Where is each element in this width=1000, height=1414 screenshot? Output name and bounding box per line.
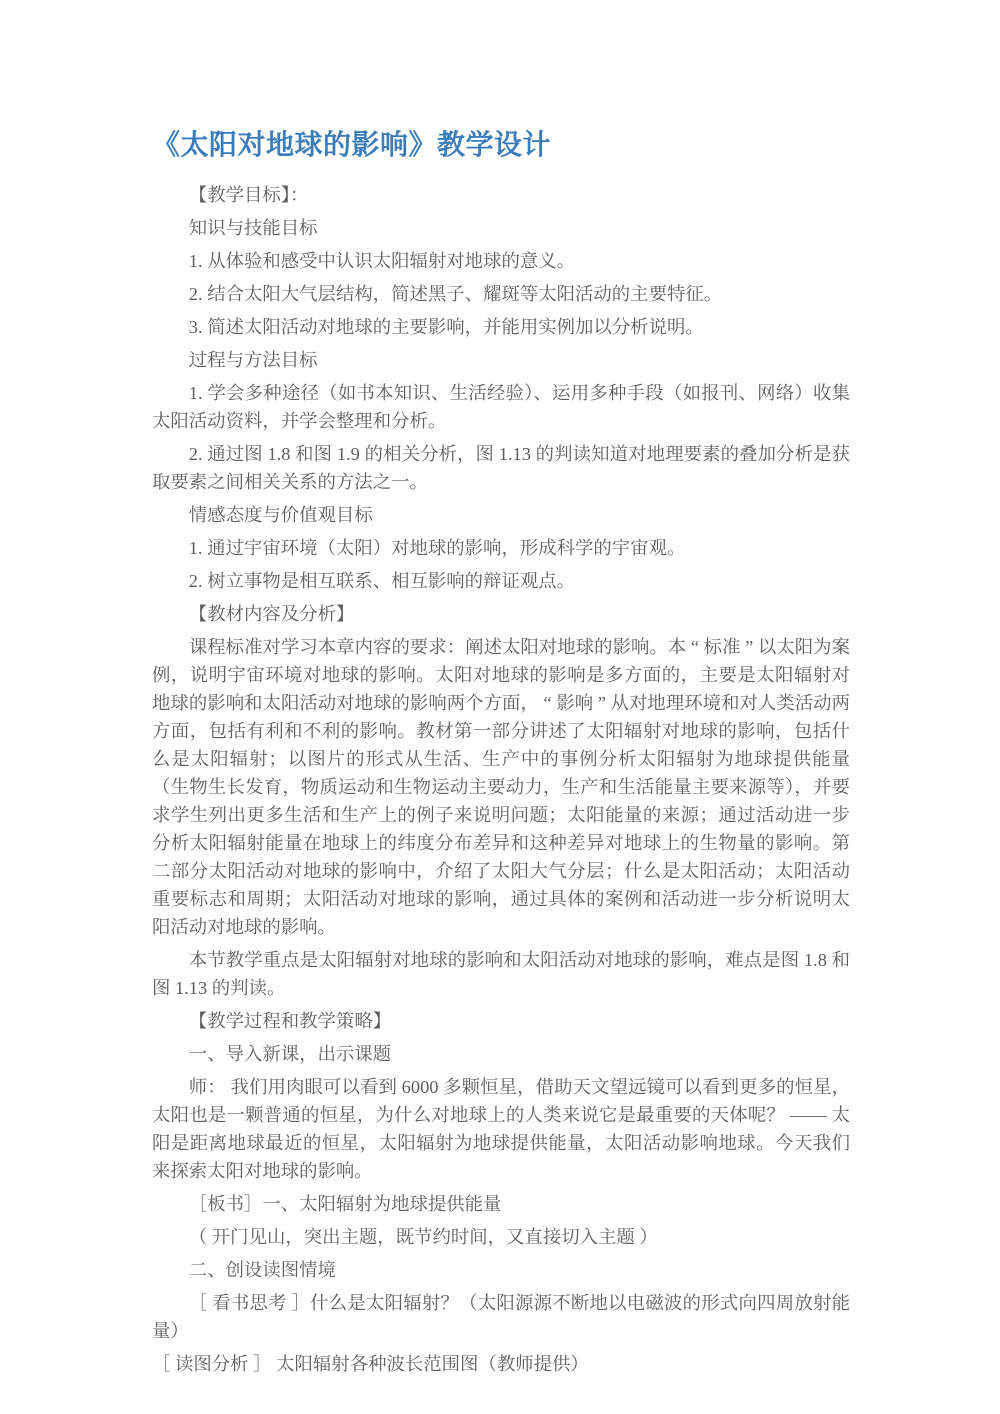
para-section-one-heading: 一、导入新课，出示课题: [188, 1044, 392, 1064]
para-board-writing: ［板书］一、太阳辐射为地球提供能量: [188, 1194, 502, 1214]
para-knowledge-skills-item-1: 1. 从体验和感受中认识太阳辐射对地球的意义。: [188, 251, 576, 271]
document-body: [152, 181, 850, 1378]
para-knowledge-skills-item-3: 3. 简述太阳活动对地球的主要影响，并能用实例加以分析说明。: [188, 317, 704, 337]
para-process-method-item-1: 1. 学会多种途径（如书本知识、生活经验）、运用多种手段（如报刊、网络）收集太阳活动资料，并学会整理和分析。: [152, 383, 850, 431]
para-design-note: （ 开门见山，突出主题，既节约时间，又直接切入主题 ）: [188, 1227, 658, 1247]
para-knowledge-skills-goal-heading: 知识与技能目标: [188, 218, 318, 238]
para-material-analysis-label: 【教材内容及分析】: [188, 604, 355, 624]
para-affect-values-item-1: 1. 通过宇宙环境（太阳）对地球的影响，形成科学的宇宙观。: [188, 538, 686, 558]
para-knowledge-skills-item-2: 2. 结合太阳大气层结构，简述黑子、耀斑等太阳活动的主要特征。: [188, 284, 723, 304]
para-curriculum-standard-analysis: 课程标准对学习本章内容的要求：阐述太阳对地球的影响。本 “ 标准 ” 以太阳为案例，说明宇宙环境对地球的影响。太阳对地球的影响是多方面的，主要是太阳辐射对地球的影响和太阳活动对地球的影响两个方面， “ 影响 ” 从对地理环境和对人类活动两方面，包括有利和不利的影响。教材第一部分讲述了太阳辐射对地球的影响，包括什么是太阳辐射；以图片的形式从生活、生产中的事例分析太阳辐射为地球提供能量（生物生长发育，物质运动和生物运动主要动力，生产和生活能量主要来源等），并要求学生列出更多生活和生产上的例子来说明问题；太阳能量的来源；通过活动进一步分析太阳辐射能量在地球上的纬度分布差异和这种差异对地球上的生物量的影响。第二部分太阳活动对地球的影响中，介绍了太阳大气分层；什么是太阳活动；太阳活动重要标志和周期；太阳活动对地球的影响，通过具体的案例和活动进一步分析说明太阳活动对地球的影响。: [152, 637, 850, 937]
para-teacher-speech: 师： 我们用肉眼可以看到 6000 多颗恒星，借助天文望远镜可以看到更多的恒星，太阳也是一颗普通的恒星，为什么对地球上的人类来说它是最重要的天体呢？ —— 太阳是距离地球最近的恒星，太阳辐射为地球提供能量，太阳活动影响地球。今天我们来探索太阳对地球的影响。: [152, 1077, 850, 1181]
para-process-method-goal-heading: 过程与方法目标: [188, 350, 318, 370]
para-reading-question: ［ 看书思考 ］什么是太阳辐射？（太阳源源不断地以电磁波的形式向四周放射能量）: [152, 1293, 850, 1341]
para-section-two-heading: 二、创设读图情境: [188, 1260, 336, 1280]
para-teaching-process-label: 【教学过程和教学策略】: [188, 1011, 392, 1031]
para-objectives-label: 【教学目标】：: [188, 185, 309, 205]
para-process-method-item-2: 2. 通过图 1.8 和图 1.9 的相关分析，图 1.13 的判读知道对地理要素的叠加分析是获取要素之间相关关系的方法之一。: [152, 444, 850, 492]
para-affect-values-item-2: 2. 树立事物是相互联系、相互影响的辩证观点。: [188, 571, 576, 591]
para-map-analysis: ［ 读图分析 ］ 太阳辐射各种波长范围图（教师提供）: [152, 1354, 589, 1374]
para-affect-values-goal-heading: 情感态度与价值观目标: [188, 505, 373, 525]
para-teaching-focus: 本节教学重点是太阳辐射对地球的影响和太阳活动对地球的影响，难点是图 1.8 和图 1.13 的判读。: [152, 950, 850, 998]
document-title: 《太阳对地球的影响》教学设计: [152, 129, 552, 160]
